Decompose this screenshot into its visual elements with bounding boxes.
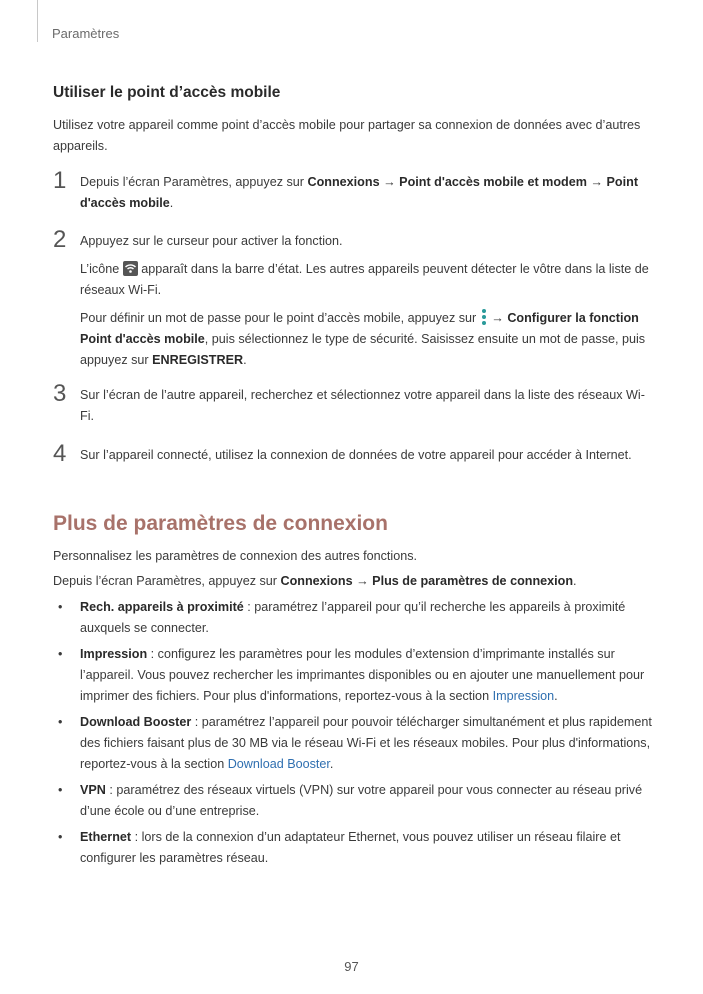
list-item: • Download Booster : paramétrez l’appareil pour pouvoir télécharger simultanément et plus rapidement des fichiers faisant plus de 30 MB via le réseau Wi-Fi et les réseaux mobiles. Pour plus d'informations, reportez-vous à la section Download Booster. <box>58 715 652 771</box>
step-text: Appuyez sur le curseur pour activer la fonction. L’icône apparaît dans la barre d’état. Les autres appareils peuvent détecter le vôtre dans la liste de réseaux Wi-Fi. Pour définir un mot de passe pour le point d’accès mobile, appuyez sur → Configurer la fonction Point d'accès mobile, puis sélectionnez le type de sécurité. Saisissez ensuite un mot de passe, puis appuyez sur ENREGISTRER. <box>80 231 650 378</box>
step-line: Appuyez sur le curseur pour activer la fonction. <box>80 234 343 248</box>
menu-hotspot: Point d'accès mobile <box>80 175 639 210</box>
settings-list <box>53 597 653 874</box>
menu-more-connection-settings: Plus de paramètres de connexion <box>372 574 574 588</box>
list-item: • Impression : configurez les paramètres pour les modules d’extension d’imprimante installés sur l’appareil. Vous pouvez rechercher les imprimantes disponibles ou en ajouter une manuellement pour imprimer des fichiers. Pour plus d'informations, reportez-vous à la section Impression. <box>58 647 645 703</box>
list-item: • VPN : paramétrez des réseaux virtuels (VPN) sur votre appareil pour vous connecter au réseau privé d’une école ou d’une entreprise. <box>58 783 643 818</box>
link-download-booster[interactable]: Download Booster <box>227 757 330 771</box>
page-header-title: Paramètres <box>52 26 120 41</box>
section-intro: Utilisez votre appareil comme point d’accès mobile pour partager sa connexion de données avec d’autres appareils. <box>53 118 641 153</box>
list-item: • Ethernet : lors de la connexion d’un adaptateur Ethernet, vous pouvez utiliser un réseau filaire et configurer les paramètres réseau. <box>58 830 621 865</box>
header-divider <box>37 0 38 42</box>
hotspot-status-icon <box>123 261 138 276</box>
step-number: 3 <box>53 380 67 407</box>
step-number: 1 <box>53 167 67 194</box>
step-text: Depuis l’écran Paramètres, appuyez sur Connexions → Point d'accès mobile et modem → Point d'accès mobile. <box>80 175 639 210</box>
list-item: • Rech. appareils à proximité : paramétrez l’appareil pour qu’il recherche les appareils à proximité auxquels se connecter. <box>58 600 626 635</box>
menu-connexions: Connexions <box>307 175 380 189</box>
step-text: Sur l’appareil connecté, utilisez la connexion de données de votre appareil pour accéder à Internet. <box>80 448 632 462</box>
step-number: 4 <box>53 440 67 467</box>
section-heading-more-settings: Plus de paramètres de connexion <box>53 512 388 535</box>
section2-intro: Personnalisez les paramètres de connexion des autres fonctions. <box>53 549 418 563</box>
step-number: 2 <box>53 226 67 253</box>
menu-connexions: Connexions <box>280 574 353 588</box>
step-text: Sur l’écran de l’autre appareil, recherchez et sélectionnez votre appareil dans la liste des réseaux Wi-Fi. <box>80 388 645 423</box>
section2-path: Depuis l’écran Paramètres, appuyez sur Connexions → Plus de paramètres de connexion. <box>53 574 577 588</box>
more-options-icon <box>480 309 488 325</box>
menu-configure-hotspot: Configurer la fonction Point d'accès mobile <box>80 311 639 346</box>
save-label: ENREGISTRER <box>152 353 244 367</box>
section-heading-hotspot: Utiliser le point d’accès mobile <box>53 84 281 101</box>
page-number: 97 <box>344 959 359 974</box>
menu-hotspot-modem: Point d'accès mobile et modem <box>399 175 587 189</box>
link-impression[interactable]: Impression <box>492 689 555 703</box>
